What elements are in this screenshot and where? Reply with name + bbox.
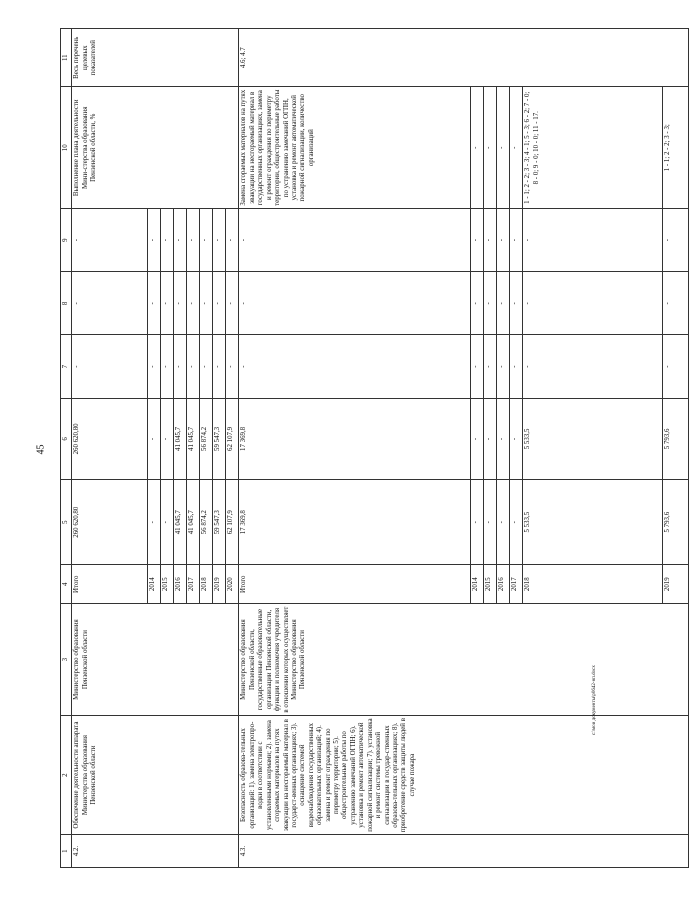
- cell: 59 547,3: [213, 398, 226, 479]
- cell: 17 369,8: [239, 480, 471, 565]
- row-number: 4.2.: [72, 835, 239, 868]
- col-num: 4: [61, 565, 72, 604]
- year: 2015: [484, 565, 497, 604]
- cell: 62 107,9: [226, 480, 239, 565]
- indicator: Замена сгораемых материалов на путях эвакуации на несгораемый материал в государственных организациях, замена и ремонт ограждения по периметру территории, общестроительные работы по устранению замечаний ОГПН, установка и ремонт автоматической пожарной сигнализации, количество организаций: [239, 87, 471, 209]
- table-row: [72, 29, 148, 868]
- rotated-table-wrapper: [60, 28, 672, 868]
- cell: -: [497, 335, 510, 398]
- row-number: 4.3.: [239, 835, 689, 868]
- column-number-row: [61, 29, 72, 868]
- col-num: 10: [61, 87, 72, 209]
- cell: -: [174, 209, 187, 272]
- cell: -: [148, 480, 161, 565]
- cell: 5 533,5: [523, 398, 663, 479]
- cell: 56 874,2: [200, 480, 213, 565]
- cell: 41 045,7: [174, 480, 187, 565]
- cell: -: [174, 272, 187, 335]
- cell: -: [523, 272, 663, 335]
- year: 2015: [161, 565, 174, 604]
- year: 2017: [510, 565, 523, 604]
- cell: -: [484, 398, 497, 479]
- executor: Министерство образования Пензенской области, государственные образовательные организации Пензенской области, функции и полномочия учредителя в отношении которых осуществляет Министерство образования Пензенской области: [239, 604, 689, 716]
- cell: -: [471, 398, 484, 479]
- cell: -: [510, 87, 523, 209]
- cell: -: [239, 272, 471, 335]
- col-num: 8: [61, 272, 72, 335]
- cell: -: [226, 272, 239, 335]
- cell: -: [187, 209, 200, 272]
- page-number: 45: [35, 444, 47, 455]
- cell: -: [200, 209, 213, 272]
- year: 2020: [226, 565, 239, 604]
- cell: 260 620,80: [72, 398, 148, 479]
- cell: -: [161, 398, 174, 479]
- col-num: 7: [61, 335, 72, 398]
- cell: -: [471, 209, 484, 272]
- cell: 56 874,2: [200, 398, 213, 479]
- year: 2019: [213, 565, 226, 604]
- cell: -: [213, 335, 226, 398]
- cell: -: [510, 480, 523, 565]
- cell: -: [148, 209, 161, 272]
- target-indicators: Весь перечень целевых показателей: [72, 29, 239, 87]
- cell: -: [497, 480, 510, 565]
- footer-file-path: c:\мои документы\p0642-нп.docx: [592, 665, 597, 735]
- cell: 41 045,7: [174, 398, 187, 479]
- year: 2017: [187, 565, 200, 604]
- data-table: [60, 28, 689, 868]
- indicator: Выполнение плана деятельности Мини-стерства образования Пензенской области, %: [72, 87, 239, 209]
- cell: -: [200, 272, 213, 335]
- cell: -: [226, 209, 239, 272]
- cell: 260 620,80: [72, 480, 148, 565]
- cell: -: [523, 209, 663, 272]
- cell: -: [471, 87, 484, 209]
- target-indicators: 4.6; 4.7: [239, 29, 689, 87]
- cell: -: [72, 335, 148, 398]
- col-num: 5: [61, 480, 72, 565]
- col-num: 3: [61, 604, 72, 716]
- cell: 41 045,7: [187, 398, 200, 479]
- cell: -: [200, 335, 213, 398]
- cell: -: [213, 272, 226, 335]
- year: 2014: [148, 565, 161, 604]
- col-num: 2: [61, 716, 72, 835]
- year: 2019: [663, 565, 689, 604]
- cell: -: [471, 480, 484, 565]
- cell: -: [239, 335, 471, 398]
- total-label: Итого: [239, 565, 471, 604]
- cell: -: [471, 272, 484, 335]
- cell: -: [497, 272, 510, 335]
- cell: 5 793,6: [663, 398, 689, 479]
- cell: 41 045,7: [187, 480, 200, 565]
- cell: -: [471, 335, 484, 398]
- cell: -: [148, 335, 161, 398]
- cell: -: [226, 335, 239, 398]
- executor: Министерство образования Пензенской области: [72, 604, 239, 716]
- cell: -: [239, 209, 471, 272]
- year: 2016: [497, 565, 510, 604]
- col-num: 11: [61, 29, 72, 87]
- year: 2014: [471, 565, 484, 604]
- cell: 5 533,5: [523, 480, 663, 565]
- cell: -: [161, 335, 174, 398]
- cell: -: [213, 209, 226, 272]
- cell: -: [523, 335, 663, 398]
- cell: -: [187, 272, 200, 335]
- cell: -: [497, 209, 510, 272]
- cell: 1 - 1; 2 - 2; 3 - 3;: [663, 87, 689, 209]
- cell: -: [72, 209, 148, 272]
- cell: -: [161, 209, 174, 272]
- col-num: 6: [61, 398, 72, 479]
- cell: -: [187, 335, 200, 398]
- year: 2018: [523, 565, 663, 604]
- cell: 62 107,9: [226, 398, 239, 479]
- cell: 59 547,3: [213, 480, 226, 565]
- cell: -: [510, 398, 523, 479]
- cell: -: [510, 272, 523, 335]
- cell: -: [497, 398, 510, 479]
- cell: -: [497, 87, 510, 209]
- cell: -: [161, 480, 174, 565]
- total-label: Итого: [72, 565, 148, 604]
- cell: -: [174, 335, 187, 398]
- cell: -: [484, 272, 497, 335]
- cell: -: [484, 335, 497, 398]
- activity-name: Обеспечение деятельности аппарата Министерства образования Пензенской области: [72, 716, 239, 835]
- year: 2016: [174, 565, 187, 604]
- cell: -: [161, 272, 174, 335]
- cell: -: [510, 335, 523, 398]
- cell: -: [484, 209, 497, 272]
- year: 2018: [200, 565, 213, 604]
- cell: -: [663, 335, 689, 398]
- cell: -: [663, 272, 689, 335]
- cell: 1 - 1; 2 - 2; 3 - 3; 4 - 1; 5 - 3; 6 - 2; 7 - 0; 8 - 0; 9 - 0; 10 - 0; 11 - 17.: [523, 87, 663, 209]
- cell: -: [148, 272, 161, 335]
- cell: -: [510, 209, 523, 272]
- activity-name: Безопасность образова-тельных организаций: 1). замена электропро-водки в соответствии с установленными нормами; 2). замена сгораемых материалов на путях эвакуации на несгораемый материал в государст-венных организациях; 3). оснащение системой видеонаблюдения государственных образовательных организаций; 4). замена и ремонт ограждения по периметру территории; 5). общестроительные работы по устранению замечаний ОГПН; 6). установка и ремонт автоматической пожарной сигнализации; 7). установка и ремонт системы тревожной сигнализации в государ-ственных образова-тельных организациях; 8). приобретение средств защиты людей в случае пожара: [239, 716, 689, 835]
- cell: 17 369,8: [239, 398, 471, 479]
- cell: -: [663, 209, 689, 272]
- cell: -: [72, 272, 148, 335]
- cell: -: [484, 480, 497, 565]
- cell: 5 793,6: [663, 480, 689, 565]
- col-num: 1: [61, 835, 72, 868]
- table-row: [239, 29, 471, 868]
- col-num: 9: [61, 209, 72, 272]
- cell: -: [148, 398, 161, 479]
- cell: -: [484, 87, 497, 209]
